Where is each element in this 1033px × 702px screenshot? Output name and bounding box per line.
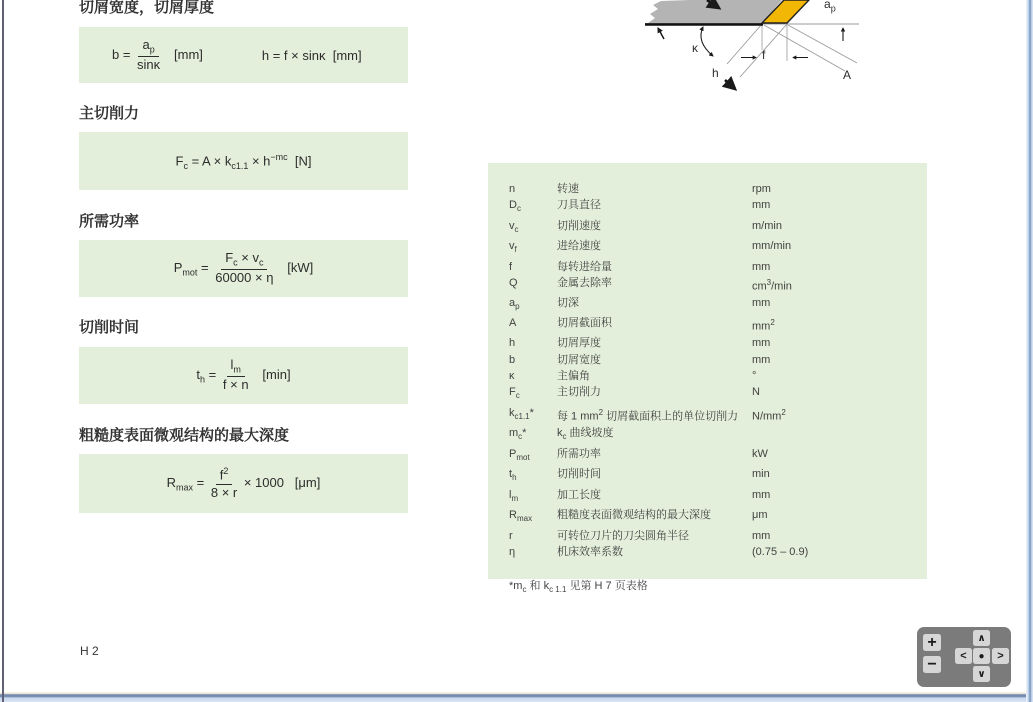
legend-description: 主切削力 — [557, 386, 601, 399]
legend-description: 转速 — [557, 183, 579, 195]
pan-right-button[interactable]: > — [992, 648, 1009, 664]
legend-unit: mm — [752, 199, 771, 212]
legend-symbol: Q — [509, 277, 518, 290]
legend-row — [509, 315, 917, 335]
legend-symbol: $D_c$ — [509, 199, 521, 214]
legend-unit: ° — [752, 370, 757, 383]
legend-symbol: n — [509, 183, 516, 195]
label-ap: $a_p$ — [824, 0, 836, 14]
legend-description: 切屑厚度 — [557, 337, 601, 350]
legend-symbol: $k_{c1.1}*$ — [509, 406, 534, 421]
legend-description: 机床效率系数 — [557, 546, 623, 559]
legend-description: 粗糙度表面微观结构的最大深度 — [557, 509, 711, 522]
workpiece-shape — [648, 0, 782, 23]
legend-footnote: $*m_c$ 和 $k_{c 1.1}$ 见第 H 7 页表格 — [509, 580, 648, 595]
legend-symbol: $a_p$ — [509, 297, 520, 312]
legend-unit: μm — [752, 509, 768, 522]
legend-row — [509, 446, 917, 466]
formula-power: $P_{mot}$ = $\frac{F_c \times v_c}{60000 \times \eta}$ [kW] — [173, 250, 314, 285]
pan-center-button[interactable]: ● — [973, 648, 990, 664]
legend-symbol: $R_{max}$ — [509, 509, 533, 524]
legend-description: 可转位刀片的刀尖圆角半径 — [557, 529, 689, 542]
section-heading-power: 所需功率 — [79, 213, 140, 230]
formula-cutting-time: $t_h$ = $\frac{l_m}{f \times n}$ [min] — [196, 357, 291, 392]
legend-row — [509, 528, 917, 544]
legend-row — [509, 487, 917, 507]
legend-symbol: f — [509, 260, 513, 273]
legend-unit: mm — [752, 488, 771, 501]
legend-row — [509, 218, 917, 238]
legend-row — [509, 368, 917, 384]
legend-unit: kW — [752, 447, 768, 460]
legend-row — [509, 295, 917, 315]
legend-unit: $mm^2$ — [752, 318, 775, 334]
legend-symbol: b — [509, 353, 516, 366]
zoom-in-button[interactable]: + — [923, 634, 941, 651]
legend-description: 切屑截面积 — [557, 317, 612, 330]
legend-description: 进给速度 — [557, 240, 601, 253]
pan-down-button[interactable]: ∨ — [973, 666, 990, 682]
formula-roughness: $R_{max}$ = $\frac{f^2}{8 \times r}$ × 1000 [μm] — [166, 465, 321, 501]
legend-description: $k_c$ 曲线坡度 — [557, 427, 614, 442]
section-heading-force: 主切削力 — [79, 105, 140, 122]
legend-symbol: $m_c*$ — [509, 427, 527, 442]
pan-left-button[interactable]: < — [955, 648, 972, 664]
legend-row — [509, 405, 917, 425]
legend-description: 金属去除率 — [557, 277, 612, 290]
legend-row — [509, 352, 917, 368]
legend-symbol: $l_m$ — [509, 488, 519, 503]
legend-symbol: A — [509, 317, 517, 330]
formula-box-roughness — [79, 454, 408, 513]
h-direction-arrow — [725, 80, 735, 89]
legend-unit: (0.75 – 0.9) — [752, 546, 809, 559]
legend-unit: m/min — [752, 219, 782, 232]
legend-description: 加工长度 — [557, 488, 601, 501]
legend-description: 切削时间 — [557, 468, 601, 481]
legend-symbol: $v_f$ — [509, 240, 517, 255]
legend-row — [509, 259, 917, 275]
formula-cutting-force: $F_c = A \times k_{c1.1} \times h^{-mc}$ [N] — [175, 151, 312, 171]
legend-description: 主偏角 — [557, 370, 590, 383]
section-line-a1 — [764, 25, 845, 71]
cutting-geometry-diagram — [640, 0, 920, 95]
legend-description: 所需功率 — [557, 447, 601, 460]
section-heading-chip: 切屑宽度，切屑厚度 — [79, 0, 215, 16]
legend-panel — [488, 163, 927, 595]
legend-unit: mm/min — [752, 240, 792, 253]
legend-description: 刀具直径 — [557, 199, 601, 212]
section-heading-roughness: 粗糙度表面微观结构的最大深度 — [79, 427, 290, 444]
legend-row — [509, 275, 917, 295]
legend-symbol: η — [509, 546, 516, 559]
label-A: A — [843, 68, 852, 82]
legend-unit: $cm^3/\min$ — [752, 278, 792, 293]
legend-unit: $N/mm^2$ — [752, 407, 786, 423]
formula-box-power — [79, 240, 408, 297]
legend-unit: mm — [752, 297, 771, 309]
window-bottom-frame — [0, 692, 1033, 702]
formula-chip-thickness: h = f × sinκ [mm] — [261, 47, 362, 63]
legend-rows — [509, 181, 917, 560]
legend-unit: mm — [752, 529, 771, 542]
legend-symbol: $F_c$ — [509, 386, 520, 401]
legend-row — [509, 544, 917, 560]
legend-symbol: h — [509, 337, 516, 350]
page-number: H 2 — [80, 644, 99, 658]
legend-description: 切深 — [557, 297, 579, 309]
window-left-border — [2, 0, 4, 702]
formula-box-force — [79, 132, 408, 190]
legend-symbol: r — [509, 529, 513, 542]
legend-row — [509, 335, 917, 351]
pan-up-button[interactable]: ∧ — [973, 630, 990, 646]
zoom-out-button[interactable]: − — [923, 656, 941, 673]
cutting-geometry-svg — [640, 0, 920, 95]
label-f: f — [762, 48, 766, 62]
legend-symbol: $v_c$ — [509, 219, 519, 234]
legend-symbol: κ — [509, 370, 515, 383]
formula-chip-width: b = $\frac{a_p}{\sin\kappa}$ [mm] — [112, 36, 203, 72]
legend-row — [509, 466, 917, 486]
legend-row — [509, 197, 917, 217]
legend-unit: mm — [752, 260, 771, 273]
legend-description: 切屑宽度 — [557, 353, 601, 366]
edge-pointer-arrow — [658, 28, 664, 39]
formula-box-chip — [79, 27, 408, 83]
legend-row — [509, 238, 917, 258]
section-heading-time: 切削时间 — [79, 319, 140, 336]
legend-row — [509, 181, 917, 197]
legend-symbol: $t_h$ — [509, 468, 517, 483]
legend-symbol: $P_{mot}$ — [509, 447, 530, 462]
label-h: h — [712, 66, 719, 80]
legend-description: 切削速度 — [557, 219, 601, 232]
kappa-angle-arc — [701, 27, 713, 56]
legend-description: 每 1 $mm^2$ 切屑截面积上的单位切削力 — [557, 407, 739, 423]
page-navigation-widget — [917, 627, 1011, 687]
label-kappa: κ — [692, 41, 698, 55]
legend-unit: rpm — [752, 183, 771, 195]
legend-unit: mm — [752, 353, 771, 366]
window-right-frame — [1026, 0, 1033, 702]
legend-row — [509, 425, 917, 445]
legend-unit: min — [752, 468, 770, 481]
legend-description: 每转进给量 — [557, 260, 612, 273]
legend-row — [509, 384, 917, 404]
legend-row — [509, 507, 917, 527]
legend-unit: mm — [752, 337, 771, 350]
formula-box-time — [79, 347, 408, 404]
legend-unit: N — [752, 386, 760, 399]
